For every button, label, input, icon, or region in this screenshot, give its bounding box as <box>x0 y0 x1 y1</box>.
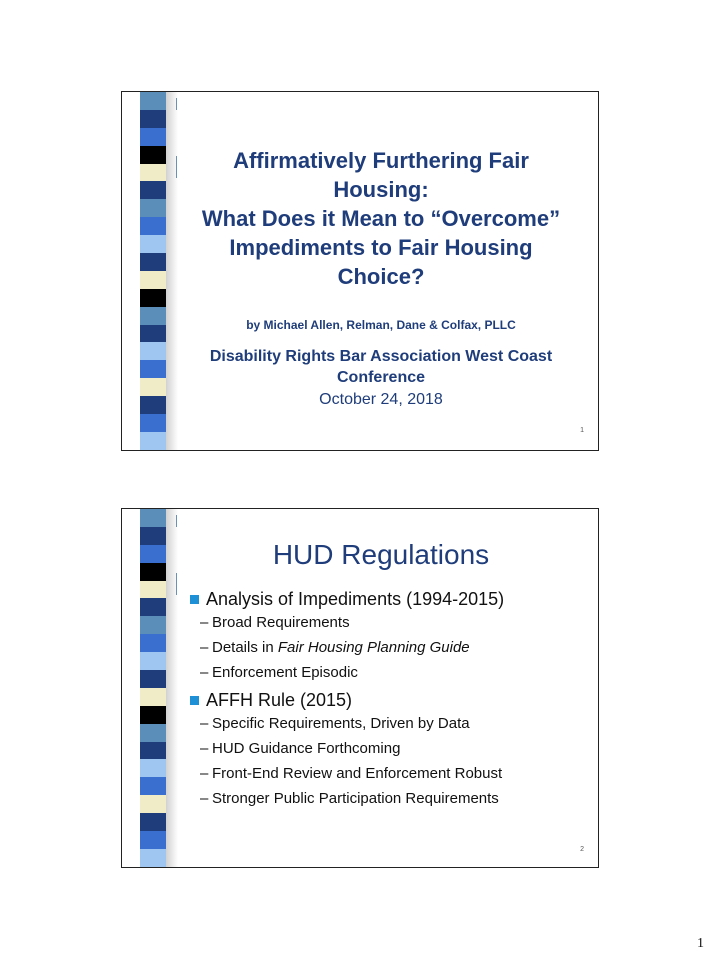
strip-block <box>140 563 166 581</box>
strip-block <box>140 432 166 450</box>
strip-block <box>140 271 166 289</box>
strip-block <box>140 289 166 307</box>
title-line: Choice? <box>337 264 425 289</box>
strip-block <box>140 706 166 724</box>
strip-block <box>140 181 166 199</box>
dash-marker: – <box>200 639 209 656</box>
sub-bullet-item <box>190 613 590 633</box>
strip-block <box>140 634 166 652</box>
strip-block <box>140 217 166 235</box>
dash-marker: – <box>200 664 209 681</box>
conference-line: Disability Rights Bar Association West Coast <box>209 348 553 365</box>
bullet-item <box>190 587 590 611</box>
strip-block <box>140 199 166 217</box>
decorative-strip <box>140 509 166 867</box>
author-line: by Michael Allen, Relman, Dane & Colfax, PLLC <box>246 318 516 332</box>
sub-bullet-text: Details in <box>212 639 278 656</box>
tick-mark <box>176 156 177 178</box>
title-line: Housing: <box>333 177 429 202</box>
strip-block <box>140 128 166 146</box>
slide-2 <box>121 508 599 868</box>
sub-bullet-text: Front-End Review and Enforcement Robust <box>212 765 503 782</box>
strip-block <box>140 724 166 742</box>
title-line: What Does it Mean to “Overcome” <box>201 206 561 231</box>
strip-block <box>140 360 166 378</box>
sub-bullet-item <box>190 789 590 809</box>
tick-mark <box>176 515 177 527</box>
bullet-text: Analysis of Impediments (1994-2015) <box>206 589 505 609</box>
sub-bullet-item <box>190 663 590 683</box>
slide-2-title: HUD Regulations <box>272 539 490 570</box>
sub-bullet-text: Stronger Public Participation Requirements <box>212 790 499 807</box>
strip-block <box>140 253 166 271</box>
conference-line: Conference <box>336 369 426 386</box>
decorative-strip <box>140 92 166 450</box>
strip-block <box>140 325 166 343</box>
strip-block <box>140 307 166 325</box>
strip-block <box>140 378 166 396</box>
dash-marker: – <box>200 790 209 807</box>
slide-number: 2 <box>580 846 584 853</box>
bullet-text: AFFH Rule (2015) <box>206 690 353 710</box>
strip-block <box>140 777 166 795</box>
slide-1 <box>121 91 599 451</box>
strip-block <box>140 742 166 760</box>
strip-block <box>140 396 166 414</box>
sub-bullet-item <box>190 739 590 759</box>
strip-block <box>140 414 166 432</box>
strip-block <box>140 509 166 527</box>
conference-date: October 24, 2018 <box>319 391 443 408</box>
square-bullet-icon <box>190 595 199 604</box>
strip-block <box>140 616 166 634</box>
bullet-item <box>190 688 590 712</box>
strip-shadow <box>166 92 178 450</box>
tick-mark <box>176 573 177 595</box>
bullet-list <box>190 587 590 814</box>
strip-block <box>140 235 166 253</box>
conference-name <box>174 346 588 388</box>
strip-block <box>140 164 166 182</box>
dash-marker: – <box>200 715 209 732</box>
strip-block <box>140 795 166 813</box>
title-line: Impediments to Fair Housing <box>229 235 533 260</box>
sub-bullet-text: Enforcement Episodic <box>212 664 358 681</box>
page-number: 1 <box>697 936 704 951</box>
strip-block <box>140 527 166 545</box>
strip-block <box>140 146 166 164</box>
sub-bullet-italic: Fair Housing Planning Guide <box>277 639 470 656</box>
strip-block <box>140 831 166 849</box>
square-bullet-icon <box>190 696 199 705</box>
dash-marker: – <box>200 614 209 631</box>
title-line: Affirmatively Furthering Fair <box>233 148 529 173</box>
slide-1-title <box>182 146 580 291</box>
sub-bullet-item <box>190 714 590 734</box>
strip-block <box>140 92 166 110</box>
slide-number: 1 <box>580 427 584 434</box>
strip-shadow <box>166 509 178 867</box>
dash-marker: – <box>200 740 209 757</box>
sub-bullet-text: Specific Requirements, Driven by Data <box>212 715 470 732</box>
sub-bullet-item <box>190 764 590 784</box>
tick-mark <box>176 98 177 110</box>
strip-block <box>140 759 166 777</box>
strip-block <box>140 545 166 563</box>
sub-bullet-text: HUD Guidance Forthcoming <box>212 740 401 757</box>
strip-block <box>140 598 166 616</box>
sub-bullet-item <box>190 638 590 658</box>
strip-block <box>140 688 166 706</box>
strip-block <box>140 670 166 688</box>
dash-marker: – <box>200 765 209 782</box>
strip-block <box>140 652 166 670</box>
strip-block <box>140 110 166 128</box>
strip-block <box>140 849 166 867</box>
strip-block <box>140 813 166 831</box>
strip-block <box>140 342 166 360</box>
strip-block <box>140 581 166 599</box>
sub-bullet-text: Broad Requirements <box>212 614 350 631</box>
